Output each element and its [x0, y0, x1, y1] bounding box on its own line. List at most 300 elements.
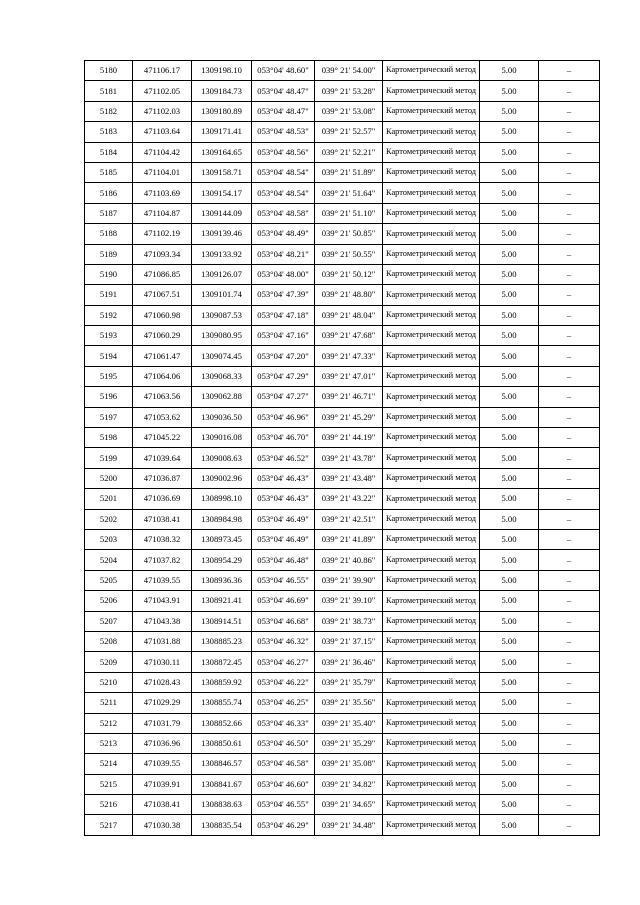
latitude-cell: 053°04' 46.48": [252, 550, 315, 570]
x-coordinate-cell: 471061.47: [133, 346, 192, 366]
note-cell: –: [539, 529, 600, 549]
longitude-cell: 039° 21' 50.85": [315, 224, 383, 244]
method-cell: Картометрический метод: [383, 183, 480, 203]
point-number-cell: 5185: [85, 162, 133, 182]
point-number-cell: 5192: [85, 305, 133, 325]
accuracy-cell: 5.00: [480, 550, 539, 570]
longitude-cell: 039° 21' 34.82": [315, 774, 383, 794]
latitude-cell: 053°04' 46.43": [252, 489, 315, 509]
table-row: [85, 754, 600, 774]
latitude-cell: 053°04' 48.49": [252, 224, 315, 244]
y-coordinate-cell: 1309198.10: [192, 61, 252, 81]
note-cell: –: [539, 61, 600, 81]
x-coordinate-cell: 471039.64: [133, 448, 192, 468]
table-row: [85, 326, 600, 346]
accuracy-cell: 5.00: [480, 81, 539, 101]
x-coordinate-cell: 471028.43: [133, 672, 192, 692]
longitude-cell: 039° 21' 52.21": [315, 142, 383, 162]
note-cell: –: [539, 366, 600, 386]
method-cell: Картометрический метод: [383, 733, 480, 753]
latitude-cell: 053°04' 47.39": [252, 285, 315, 305]
method-cell: Картометрический метод: [383, 428, 480, 448]
y-coordinate-cell: 1308838.63: [192, 795, 252, 815]
method-cell: Картометрический метод: [383, 366, 480, 386]
method-cell: Картометрический метод: [383, 387, 480, 407]
note-cell: –: [539, 285, 600, 305]
y-coordinate-cell: 1308921.41: [192, 591, 252, 611]
longitude-cell: 039° 21' 47.01": [315, 366, 383, 386]
method-cell: Картометрический метод: [383, 101, 480, 121]
longitude-cell: 039° 21' 43.78": [315, 448, 383, 468]
method-cell: Картометрический метод: [383, 611, 480, 631]
table-row: [85, 142, 600, 162]
x-coordinate-cell: 471037.82: [133, 550, 192, 570]
y-coordinate-cell: 1308841.67: [192, 774, 252, 794]
point-number-cell: 5187: [85, 203, 133, 223]
table-row: [85, 529, 600, 549]
y-coordinate-cell: 1309126.07: [192, 264, 252, 284]
longitude-cell: 039° 21' 38.73": [315, 611, 383, 631]
note-cell: –: [539, 489, 600, 509]
latitude-cell: 053°04' 46.69": [252, 591, 315, 611]
accuracy-cell: 5.00: [480, 774, 539, 794]
longitude-cell: 039° 21' 54.00": [315, 61, 383, 81]
point-number-cell: 5208: [85, 631, 133, 651]
table-row: [85, 713, 600, 733]
x-coordinate-cell: 471102.19: [133, 224, 192, 244]
note-cell: –: [539, 652, 600, 672]
note-cell: –: [539, 407, 600, 427]
note-cell: –: [539, 387, 600, 407]
latitude-cell: 053°04' 46.52": [252, 448, 315, 468]
table-row: [85, 489, 600, 509]
point-number-cell: 5216: [85, 795, 133, 815]
note-cell: –: [539, 183, 600, 203]
accuracy-cell: 5.00: [480, 713, 539, 733]
table-row: [85, 570, 600, 590]
x-coordinate-cell: 471102.05: [133, 81, 192, 101]
latitude-cell: 053°04' 46.96": [252, 407, 315, 427]
accuracy-cell: 5.00: [480, 611, 539, 631]
method-cell: Картометрический метод: [383, 631, 480, 651]
x-coordinate-cell: 471043.38: [133, 611, 192, 631]
point-number-cell: 5202: [85, 509, 133, 529]
point-number-cell: 5183: [85, 122, 133, 142]
accuracy-cell: 5.00: [480, 448, 539, 468]
point-number-cell: 5198: [85, 428, 133, 448]
method-cell: Картометрический метод: [383, 652, 480, 672]
accuracy-cell: 5.00: [480, 61, 539, 81]
longitude-cell: 039° 21' 41.89": [315, 529, 383, 549]
y-coordinate-cell: 1309180.89: [192, 101, 252, 121]
longitude-cell: 039° 21' 51.89": [315, 162, 383, 182]
table-row: [85, 264, 600, 284]
y-coordinate-cell: 1309074.45: [192, 346, 252, 366]
latitude-cell: 053°04' 46.50": [252, 733, 315, 753]
x-coordinate-cell: 471103.64: [133, 122, 192, 142]
method-cell: Картометрический метод: [383, 224, 480, 244]
latitude-cell: 053°04' 46.70": [252, 428, 315, 448]
point-number-cell: 5204: [85, 550, 133, 570]
y-coordinate-cell: 1309158.71: [192, 162, 252, 182]
method-cell: Картометрический метод: [383, 122, 480, 142]
method-cell: Картометрический метод: [383, 815, 480, 835]
note-cell: –: [539, 244, 600, 264]
latitude-cell: 053°04' 46.27": [252, 652, 315, 672]
table-row: [85, 407, 600, 427]
x-coordinate-cell: 471030.11: [133, 652, 192, 672]
accuracy-cell: 5.00: [480, 795, 539, 815]
method-cell: Картометрический метод: [383, 754, 480, 774]
note-cell: –: [539, 326, 600, 346]
x-coordinate-cell: 471045.22: [133, 428, 192, 448]
longitude-cell: 039° 21' 37.15": [315, 631, 383, 651]
note-cell: –: [539, 754, 600, 774]
table-row: [85, 122, 600, 142]
note-cell: –: [539, 733, 600, 753]
y-coordinate-cell: 1309068.33: [192, 366, 252, 386]
accuracy-cell: 5.00: [480, 509, 539, 529]
x-coordinate-cell: 471036.87: [133, 468, 192, 488]
y-coordinate-cell: 1309008.63: [192, 448, 252, 468]
point-number-cell: 5186: [85, 183, 133, 203]
longitude-cell: 039° 21' 51.64": [315, 183, 383, 203]
table-row: [85, 101, 600, 121]
method-cell: Картометрический метод: [383, 244, 480, 264]
y-coordinate-cell: 1309144.09: [192, 203, 252, 223]
point-number-cell: 5190: [85, 264, 133, 284]
longitude-cell: 039° 21' 44.19": [315, 428, 383, 448]
note-cell: –: [539, 428, 600, 448]
x-coordinate-cell: 471104.01: [133, 162, 192, 182]
coordinates-table-body: [85, 61, 600, 836]
accuracy-cell: 5.00: [480, 631, 539, 651]
accuracy-cell: 5.00: [480, 285, 539, 305]
table-row: [85, 387, 600, 407]
point-number-cell: 5181: [85, 81, 133, 101]
latitude-cell: 053°04' 47.29": [252, 366, 315, 386]
longitude-cell: 039° 21' 42.51": [315, 509, 383, 529]
longitude-cell: 039° 21' 39.10": [315, 591, 383, 611]
y-coordinate-cell: 1309002.96: [192, 468, 252, 488]
point-number-cell: 5194: [85, 346, 133, 366]
method-cell: Картометрический метод: [383, 774, 480, 794]
method-cell: Картометрический метод: [383, 142, 480, 162]
table-row: [85, 611, 600, 631]
x-coordinate-cell: 471104.42: [133, 142, 192, 162]
accuracy-cell: 5.00: [480, 815, 539, 835]
x-coordinate-cell: 471030.38: [133, 815, 192, 835]
longitude-cell: 039° 21' 40.86": [315, 550, 383, 570]
x-coordinate-cell: 471063.56: [133, 387, 192, 407]
accuracy-cell: 5.00: [480, 489, 539, 509]
longitude-cell: 039° 21' 52.57": [315, 122, 383, 142]
accuracy-cell: 5.00: [480, 407, 539, 427]
x-coordinate-cell: 471043.91: [133, 591, 192, 611]
latitude-cell: 053°04' 48.54": [252, 183, 315, 203]
accuracy-cell: 5.00: [480, 305, 539, 325]
table-row: [85, 428, 600, 448]
accuracy-cell: 5.00: [480, 754, 539, 774]
note-cell: –: [539, 815, 600, 835]
x-coordinate-cell: 471039.55: [133, 754, 192, 774]
y-coordinate-cell: 1309164.65: [192, 142, 252, 162]
point-number-cell: 5217: [85, 815, 133, 835]
note-cell: –: [539, 631, 600, 651]
point-number-cell: 5182: [85, 101, 133, 121]
longitude-cell: 039° 21' 48.04": [315, 305, 383, 325]
point-number-cell: 5184: [85, 142, 133, 162]
method-cell: Картометрический метод: [383, 713, 480, 733]
longitude-cell: 039° 21' 43.22": [315, 489, 383, 509]
longitude-cell: 039° 21' 48.80": [315, 285, 383, 305]
accuracy-cell: 5.00: [480, 142, 539, 162]
y-coordinate-cell: 1308846.57: [192, 754, 252, 774]
coordinates-table-container: [84, 60, 599, 836]
method-cell: Картометрический метод: [383, 264, 480, 284]
method-cell: Картометрический метод: [383, 305, 480, 325]
accuracy-cell: 5.00: [480, 264, 539, 284]
method-cell: Картометрический метод: [383, 203, 480, 223]
point-number-cell: 5207: [85, 611, 133, 631]
table-row: [85, 183, 600, 203]
method-cell: Картометрический метод: [383, 61, 480, 81]
method-cell: Картометрический метод: [383, 795, 480, 815]
method-cell: Картометрический метод: [383, 570, 480, 590]
method-cell: Картометрический метод: [383, 529, 480, 549]
accuracy-cell: 5.00: [480, 224, 539, 244]
table-row: [85, 631, 600, 651]
method-cell: Картометрический метод: [383, 672, 480, 692]
note-cell: –: [539, 264, 600, 284]
accuracy-cell: 5.00: [480, 529, 539, 549]
x-coordinate-cell: 471106.17: [133, 61, 192, 81]
latitude-cell: 053°04' 48.21": [252, 244, 315, 264]
method-cell: Картометрический метод: [383, 346, 480, 366]
x-coordinate-cell: 471104.87: [133, 203, 192, 223]
longitude-cell: 039° 21' 35.29": [315, 733, 383, 753]
method-cell: Картометрический метод: [383, 468, 480, 488]
longitude-cell: 039° 21' 47.33": [315, 346, 383, 366]
point-number-cell: 5212: [85, 713, 133, 733]
table-row: [85, 468, 600, 488]
longitude-cell: 039° 21' 50.12": [315, 264, 383, 284]
longitude-cell: 039° 21' 36.46": [315, 652, 383, 672]
y-coordinate-cell: 1309139.46: [192, 224, 252, 244]
y-coordinate-cell: 1309171.41: [192, 122, 252, 142]
point-number-cell: 5200: [85, 468, 133, 488]
table-row: [85, 693, 600, 713]
x-coordinate-cell: 471039.91: [133, 774, 192, 794]
x-coordinate-cell: 471060.29: [133, 326, 192, 346]
table-row: [85, 346, 600, 366]
longitude-cell: 039° 21' 35.08": [315, 754, 383, 774]
accuracy-cell: 5.00: [480, 162, 539, 182]
table-row: [85, 733, 600, 753]
latitude-cell: 053°04' 48.00": [252, 264, 315, 284]
latitude-cell: 053°04' 46.49": [252, 529, 315, 549]
note-cell: –: [539, 713, 600, 733]
method-cell: Картометрический метод: [383, 591, 480, 611]
latitude-cell: 053°04' 47.16": [252, 326, 315, 346]
latitude-cell: 053°04' 46.60": [252, 774, 315, 794]
point-number-cell: 5180: [85, 61, 133, 81]
table-row: [85, 774, 600, 794]
latitude-cell: 053°04' 48.60": [252, 61, 315, 81]
latitude-cell: 053°04' 46.68": [252, 611, 315, 631]
method-cell: Картометрический метод: [383, 81, 480, 101]
latitude-cell: 053°04' 47.20": [252, 346, 315, 366]
table-row: [85, 509, 600, 529]
y-coordinate-cell: 1309062.88: [192, 387, 252, 407]
latitude-cell: 053°04' 48.47": [252, 101, 315, 121]
point-number-cell: 5199: [85, 448, 133, 468]
latitude-cell: 053°04' 47.18": [252, 305, 315, 325]
method-cell: Картометрический метод: [383, 162, 480, 182]
latitude-cell: 053°04' 48.54": [252, 162, 315, 182]
accuracy-cell: 5.00: [480, 428, 539, 448]
table-row: [85, 224, 600, 244]
y-coordinate-cell: 1308872.45: [192, 652, 252, 672]
table-row: [85, 305, 600, 325]
accuracy-cell: 5.00: [480, 693, 539, 713]
note-cell: –: [539, 346, 600, 366]
y-coordinate-cell: 1309184.73: [192, 81, 252, 101]
table-row: [85, 550, 600, 570]
x-coordinate-cell: 471067.51: [133, 285, 192, 305]
y-coordinate-cell: 1309154.17: [192, 183, 252, 203]
x-coordinate-cell: 471064.06: [133, 366, 192, 386]
note-cell: –: [539, 591, 600, 611]
y-coordinate-cell: 1308984.98: [192, 509, 252, 529]
table-row: [85, 591, 600, 611]
y-coordinate-cell: 1309101.74: [192, 285, 252, 305]
x-coordinate-cell: 471038.41: [133, 509, 192, 529]
point-number-cell: 5196: [85, 387, 133, 407]
longitude-cell: 039° 21' 39.90": [315, 570, 383, 590]
longitude-cell: 039° 21' 43.48": [315, 468, 383, 488]
latitude-cell: 053°04' 46.25": [252, 693, 315, 713]
longitude-cell: 039° 21' 51.10": [315, 203, 383, 223]
longitude-cell: 039° 21' 53.28": [315, 81, 383, 101]
accuracy-cell: 5.00: [480, 591, 539, 611]
point-number-cell: 5206: [85, 591, 133, 611]
accuracy-cell: 5.00: [480, 101, 539, 121]
longitude-cell: 039° 21' 35.40": [315, 713, 383, 733]
y-coordinate-cell: 1308936.36: [192, 570, 252, 590]
note-cell: –: [539, 448, 600, 468]
accuracy-cell: 5.00: [480, 244, 539, 264]
note-cell: –: [539, 672, 600, 692]
x-coordinate-cell: 471103.69: [133, 183, 192, 203]
method-cell: Картометрический метод: [383, 326, 480, 346]
y-coordinate-cell: 1309036.50: [192, 407, 252, 427]
x-coordinate-cell: 471038.41: [133, 795, 192, 815]
point-number-cell: 5201: [85, 489, 133, 509]
point-number-cell: 5211: [85, 693, 133, 713]
longitude-cell: 039° 21' 50.55": [315, 244, 383, 264]
table-row: [85, 162, 600, 182]
method-cell: Картометрический метод: [383, 448, 480, 468]
method-cell: Картометрический метод: [383, 285, 480, 305]
table-row: [85, 652, 600, 672]
point-number-cell: 5189: [85, 244, 133, 264]
x-coordinate-cell: 471060.98: [133, 305, 192, 325]
method-cell: Картометрический метод: [383, 489, 480, 509]
latitude-cell: 053°04' 46.49": [252, 509, 315, 529]
y-coordinate-cell: 1308885.23: [192, 631, 252, 651]
note-cell: –: [539, 693, 600, 713]
table-row: [85, 285, 600, 305]
note-cell: –: [539, 122, 600, 142]
point-number-cell: 5205: [85, 570, 133, 590]
x-coordinate-cell: 471086.85: [133, 264, 192, 284]
longitude-cell: 039° 21' 53.08": [315, 101, 383, 121]
y-coordinate-cell: 1308850.61: [192, 733, 252, 753]
note-cell: –: [539, 509, 600, 529]
x-coordinate-cell: 471093.34: [133, 244, 192, 264]
latitude-cell: 053°04' 48.58": [252, 203, 315, 223]
longitude-cell: 039° 21' 47.68": [315, 326, 383, 346]
y-coordinate-cell: 1308859.92: [192, 672, 252, 692]
x-coordinate-cell: 471031.79: [133, 713, 192, 733]
longitude-cell: 039° 21' 34.65": [315, 795, 383, 815]
accuracy-cell: 5.00: [480, 122, 539, 142]
note-cell: –: [539, 203, 600, 223]
note-cell: –: [539, 774, 600, 794]
accuracy-cell: 5.00: [480, 203, 539, 223]
method-cell: Картометрический метод: [383, 550, 480, 570]
point-number-cell: 5215: [85, 774, 133, 794]
note-cell: –: [539, 795, 600, 815]
table-row: [85, 795, 600, 815]
accuracy-cell: 5.00: [480, 346, 539, 366]
point-number-cell: 5191: [85, 285, 133, 305]
x-coordinate-cell: 471036.96: [133, 733, 192, 753]
method-cell: Картометрический метод: [383, 407, 480, 427]
accuracy-cell: 5.00: [480, 366, 539, 386]
note-cell: –: [539, 570, 600, 590]
y-coordinate-cell: 1308835.54: [192, 815, 252, 835]
point-number-cell: 5214: [85, 754, 133, 774]
accuracy-cell: 5.00: [480, 652, 539, 672]
x-coordinate-cell: 471038.32: [133, 529, 192, 549]
y-coordinate-cell: 1308954.29: [192, 550, 252, 570]
table-row: [85, 672, 600, 692]
x-coordinate-cell: 471036.69: [133, 489, 192, 509]
point-number-cell: 5197: [85, 407, 133, 427]
note-cell: –: [539, 550, 600, 570]
x-coordinate-cell: 471031.88: [133, 631, 192, 651]
point-number-cell: 5209: [85, 652, 133, 672]
x-coordinate-cell: 471053.62: [133, 407, 192, 427]
table-row: [85, 61, 600, 81]
method-cell: Картометрический метод: [383, 693, 480, 713]
point-number-cell: 5210: [85, 672, 133, 692]
latitude-cell: 053°04' 46.32": [252, 631, 315, 651]
table-row: [85, 366, 600, 386]
latitude-cell: 053°04' 46.55": [252, 795, 315, 815]
point-number-cell: 5193: [85, 326, 133, 346]
method-cell: Картометрический метод: [383, 509, 480, 529]
accuracy-cell: 5.00: [480, 326, 539, 346]
longitude-cell: 039° 21' 45.29": [315, 407, 383, 427]
table-row: [85, 448, 600, 468]
longitude-cell: 039° 21' 35.56": [315, 693, 383, 713]
note-cell: –: [539, 611, 600, 631]
longitude-cell: 039° 21' 35.79": [315, 672, 383, 692]
accuracy-cell: 5.00: [480, 387, 539, 407]
